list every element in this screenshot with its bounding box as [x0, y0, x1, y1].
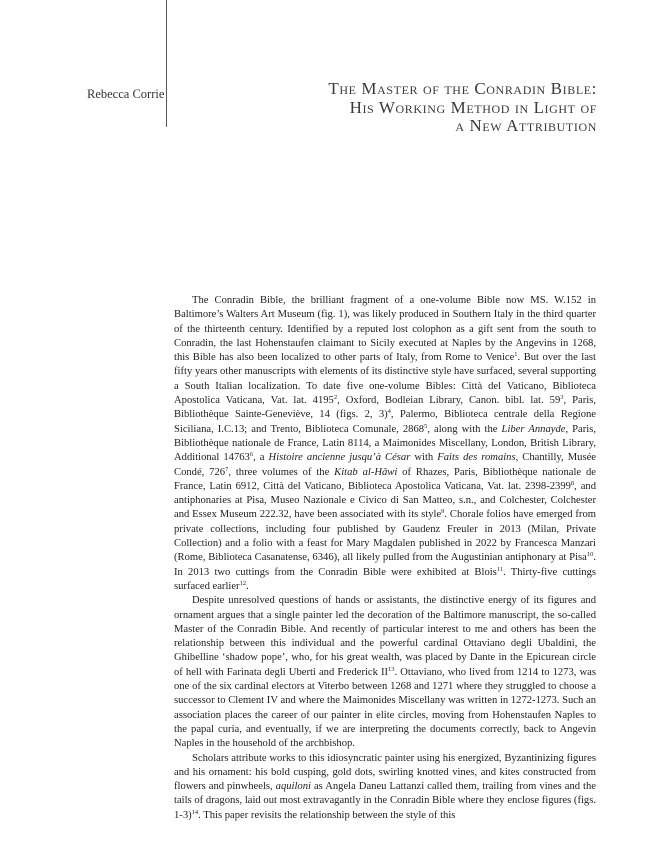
text-run: with [410, 452, 438, 464]
text-run: . But over the last fifty years other manuscripts with elements of its distinctive style have surfaced, several supporting a South Italian localization. To date five one-volume Bibles: Città del Vaticano, Biblioteca Apostolica Vaticana, Vat. lat. 4195 [174, 352, 596, 407]
text-run: , Paris, Bibliothèque nationale de France, Latin 8114, a Maimonides Miscellany, London, British Library, Additional 14763 [174, 423, 597, 464]
footnote-ref[interactable]: 2 [333, 394, 338, 402]
footnote-ref[interactable]: 8 [570, 479, 575, 487]
text-run: , Palermo, Biblioteca centrale della Regione Siciliana, I.C.13; and Trento, Biblioteca Comunale, 2868 [174, 409, 596, 435]
body-paragraph [174, 594, 596, 751]
footnote-ref[interactable]: 6 [249, 451, 254, 459]
body-paragraph [174, 294, 596, 594]
body-paragraph [174, 752, 596, 823]
text-run: Despite unresolved questions of hands or assistants, the distinctive energy of its figures and ornament argues that a single painter led the decoration of the Baltimore manuscript, the so-called Master of the Conradin Bible. And recently of particular interest to me and others has been the relationship between this individual and the powerful cardinal Ottaviano degli Ubaldini, the Ghibelline ‘shadow pope’, who, for his great wealth, was placed by Dante in the Epicurean circle of hell with Farinata degli Uberti and Frederick II [174, 595, 596, 678]
italic-title: Histoire ancienne jusqu’à César [268, 452, 411, 464]
footnote-ref[interactable]: 7 [225, 465, 229, 473]
title-line: His Working Method in Light of [349, 97, 597, 117]
text-run: . Chorale folios have emerged from private collections, including four published by Gaudenz Freuler in 2013 (Milan, Private Collection) and a folio with a feast for Mary Magdalen published in 2022 by Francesca Manzari (Rome, Biblioteca Casanatense, 6346), all likely pulled from the Augustinian antiphonary at Pisa [174, 509, 596, 564]
text-run: , Paris, Bibliothèque Sainte-Geneviève, 14 (figs. 2, 3) [174, 395, 596, 421]
footnote-ref[interactable]: 14 [191, 808, 199, 816]
author-name: Rebecca Corrie [87, 87, 165, 101]
text-run: , Oxford, Bodleian Library, Canon. bibl. lat. 59 [337, 395, 561, 407]
text-run: . Ottaviano, who lived from 1214 to 1273, was one of the six cardinal electors at Viterbo between 1268 and 1271 where they struggled to choose a successor to Clement IV and where the Maimonides Miscellany was written in 1272-1273. Such an association places the career of our painter in elite circles, moving from Hohenstaufen Naples to the papal curia, and eventually, if we are interpreting the documents correctly, back to Angevin Naples in the household of the archbishop. [174, 666, 596, 750]
article-body [174, 294, 596, 823]
title-line: The Master of the Conradin Bible: [328, 79, 597, 98]
text-run: . Thirty-five cuttings surfaced earlier [174, 566, 596, 592]
footnote-ref[interactable]: 13 [388, 665, 395, 673]
footnote-ref[interactable]: 4 [387, 408, 391, 416]
text-run: , along with the [427, 423, 502, 435]
title-line: a New Attribution [455, 116, 597, 135]
footnote-ref[interactable]: 12 [239, 579, 247, 587]
text-run: The Conradin Bible, the brilliant fragment of a one-volume Bible now MS. W.152 in Baltimore’s Walters Art Museum (fig. 1), was likely produced in Southern Italy in the third quarter of the thirteenth century. Identified by a reputed lost colophon as a gift sent from the south to Conradin, the last Hohenstaufen claimant to Sicily executed at Naples by the Angevins in 1268, this Bible has also been localized to other parts of Italy, from Rome to Venice [174, 295, 596, 364]
text-run: Scholars attribute works to this idiosyncratic painter using his energized, Byzantinizing figures and his ornament: his bold cusping, gold dots, swirling knotted vines, and kites constructed from flowers and pinwheels, [174, 752, 596, 793]
italic-title: Faits des romains [437, 452, 516, 464]
text-run: , three volumes of the [228, 466, 335, 478]
text-run: , Chantilly, Musée Condé, 726 [174, 452, 596, 478]
footnote-ref[interactable]: 10 [586, 551, 594, 559]
footnote-ref[interactable]: 11 [496, 565, 504, 573]
header-divider-rule [166, 0, 167, 127]
italic-title: aquiloni [275, 781, 311, 793]
footnote-ref[interactable]: 3 [560, 394, 564, 402]
text-run: . This paper revisits the relationship between the style of this [198, 809, 456, 821]
footnote-ref[interactable]: 5 [424, 422, 428, 430]
italic-title: Kitab al-Hāwi [334, 466, 398, 478]
text-run: . In 2013 two cuttings from the Conradin Bible were exhibited at Blois [174, 552, 596, 578]
text-run: as Angela Daneu Lattanzi called them, trailing from vines and the tails of dragons, laid out most extravagantly in the Conradin Bible where they enclose figures (figs. 1-3) [174, 781, 596, 821]
text-run: , a [253, 452, 269, 464]
footnote-ref[interactable]: 1 [514, 351, 518, 359]
italic-title: Liber Annayde [501, 423, 566, 435]
article-title [267, 80, 597, 136]
footnote-ref[interactable]: 9 [441, 508, 445, 516]
text-run: . [246, 580, 249, 592]
text-run: of Rhazes, Paris, Bibliothèque nationale de France, Latin 6912, Città del Vaticano, Biblioteca Apostolica Vaticana, Vat. lat. 2398-2399 [174, 466, 596, 492]
text-run: , and antiphonaries at Pisa, Museo Nazionale e Civico di San Matteo, s.n., and Colchester, Colchester and Essex Museum 222.32, have been associated with its style [174, 480, 596, 521]
